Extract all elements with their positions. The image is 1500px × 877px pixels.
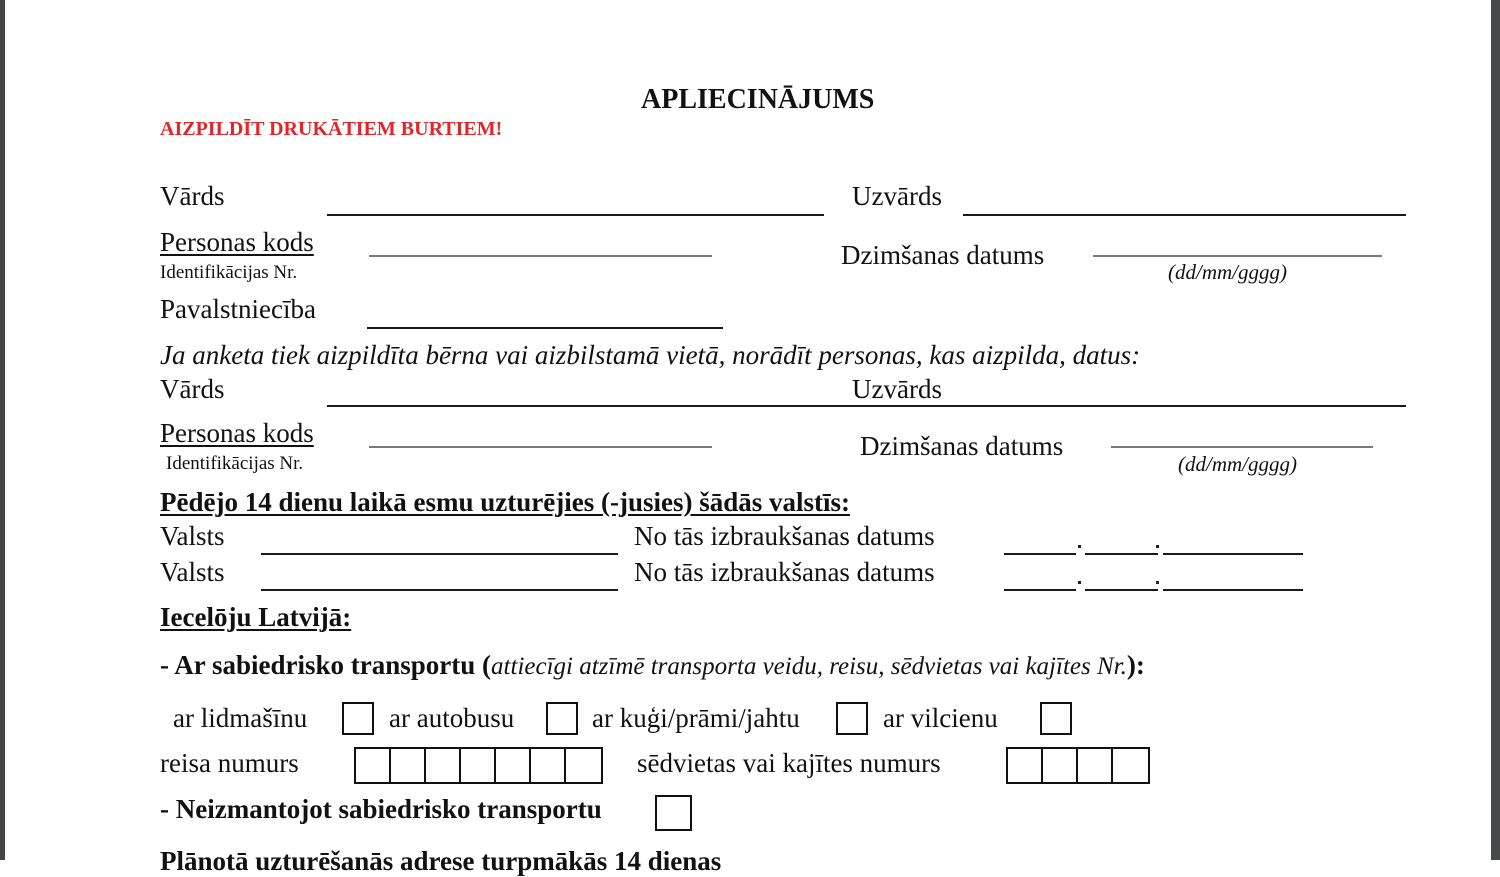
date-separator bbox=[1156, 581, 1159, 584]
departure-day-field-1[interactable] bbox=[1004, 553, 1076, 555]
departure-date-label-2: No tās izbraukšanas datums bbox=[634, 557, 935, 587]
next-section-line-clipped: Plānotā uzturēšanās adrese turpmākās 14 dienas bbox=[160, 846, 722, 876]
trip-number-cell[interactable] bbox=[426, 749, 461, 782]
guardian-note: Ja anketa tiek aizpildīta bērna vai aizbilstamā vietā, norādīt personas, kas aizpilda, datus: bbox=[160, 340, 1141, 370]
date-separator bbox=[1078, 545, 1081, 548]
private-transport-checkbox[interactable] bbox=[655, 795, 692, 831]
guardian-birth-date-field[interactable] bbox=[1111, 446, 1373, 448]
personal-code-label: Personas kods bbox=[160, 227, 314, 257]
birth-date-format-hint: (dd/mm/gggg) bbox=[1168, 260, 1287, 284]
departure-year-field-2[interactable] bbox=[1163, 589, 1303, 591]
first-name-label: Vārds bbox=[160, 181, 225, 211]
country-field-1[interactable] bbox=[261, 553, 618, 555]
citizenship-field[interactable] bbox=[367, 327, 723, 329]
country-label-1: Valsts bbox=[160, 521, 225, 551]
guardian-id-number-label: Identifikācijas Nr. bbox=[166, 453, 304, 474]
private-transport-label: - Neizmantojot sabiedrisko transportu bbox=[160, 794, 602, 824]
paren-open: ( bbox=[482, 650, 492, 680]
personal-code-field[interactable] bbox=[369, 255, 712, 257]
option-bus-label: ar autobusu bbox=[389, 703, 515, 733]
guardian-birth-date-label: Dzimšanas datums bbox=[860, 431, 1064, 461]
departure-day-field-2[interactable] bbox=[1004, 589, 1076, 591]
trip-number-cell[interactable] bbox=[566, 749, 601, 782]
seat-number-cell[interactable] bbox=[1043, 749, 1078, 782]
viewer-scrollbar[interactable] bbox=[1491, 0, 1500, 860]
document-title: APLIECINĀJUMS bbox=[641, 84, 875, 115]
document-page bbox=[5, 0, 1491, 876]
guardian-personal-code-field[interactable] bbox=[369, 446, 712, 448]
trip-number-field[interactable] bbox=[354, 747, 603, 784]
public-transport-hint: attiecīgi atzīmē transporta veidu, reisu, sēdvietas vai kajītes Nr. bbox=[491, 653, 1127, 680]
departure-month-field-1[interactable] bbox=[1085, 553, 1158, 555]
citizenship-label: Pavalstniecība bbox=[160, 294, 316, 324]
seat-number-cell[interactable] bbox=[1008, 749, 1043, 782]
option-plane-checkbox[interactable] bbox=[342, 702, 374, 735]
option-plane-label: ar lidmašīnu bbox=[173, 703, 308, 733]
entry-heading bbox=[160, 602, 351, 633]
date-separator bbox=[1078, 581, 1081, 584]
guardian-personal-code-label: Personas kods bbox=[160, 418, 314, 448]
trip-number-cell[interactable] bbox=[531, 749, 566, 782]
fill-instruction: AIZPILDĪT DRUKĀTIEM BURTIEM! bbox=[160, 118, 503, 140]
guardian-name-field[interactable] bbox=[327, 405, 1406, 407]
last-name-field[interactable] bbox=[963, 214, 1406, 216]
birth-date-field[interactable] bbox=[1093, 255, 1382, 257]
public-transport-label: - Ar sabiedrisko transportu bbox=[160, 650, 476, 680]
country-label-2: Valsts bbox=[160, 557, 225, 587]
first-name-field[interactable] bbox=[327, 214, 824, 216]
id-number-label: Identifikācijas Nr. bbox=[160, 262, 298, 283]
guardian-birth-date-format-hint: (dd/mm/gggg) bbox=[1178, 452, 1297, 476]
trip-number-cell[interactable] bbox=[391, 749, 426, 782]
option-ship-label: ar kuģi/prāmi/jahtu bbox=[592, 703, 800, 733]
travel-history-heading: Pēdējo 14 dienu laikā esmu uzturējies (-jusies) šādās valstīs: bbox=[160, 487, 850, 517]
trip-number-cell[interactable] bbox=[496, 749, 531, 782]
departure-year-field-1[interactable] bbox=[1163, 553, 1303, 555]
seat-number-cell[interactable] bbox=[1113, 749, 1148, 782]
guardian-last-name-label: Uzvārds bbox=[852, 374, 942, 404]
trip-number-cell[interactable] bbox=[356, 749, 391, 782]
date-separator bbox=[1156, 545, 1159, 548]
departure-date-label-1: No tās izbraukšanas datums bbox=[634, 521, 935, 551]
departure-month-field-2[interactable] bbox=[1085, 589, 1158, 591]
seat-number-cell[interactable] bbox=[1078, 749, 1113, 782]
last-name-label: Uzvārds bbox=[852, 181, 942, 211]
seat-number-label: sēdvietas vai kajītes numurs bbox=[637, 748, 941, 778]
trip-number-label: reisa numurs bbox=[160, 748, 299, 778]
option-train-label: ar vilcienu bbox=[883, 703, 998, 733]
option-bus-checkbox[interactable] bbox=[546, 702, 578, 735]
country-field-2[interactable] bbox=[261, 589, 618, 591]
public-transport-line bbox=[160, 650, 1145, 681]
paren-close: ): bbox=[1126, 650, 1145, 680]
birth-date-label: Dzimšanas datums bbox=[841, 240, 1045, 270]
option-train-checkbox[interactable] bbox=[1040, 702, 1072, 735]
entry-heading-text: Iecelōju Latvijā: bbox=[160, 602, 352, 632]
trip-number-cell[interactable] bbox=[461, 749, 496, 782]
option-ship-checkbox[interactable] bbox=[836, 702, 868, 735]
guardian-first-name-label: Vārds bbox=[160, 374, 225, 404]
seat-number-field[interactable] bbox=[1006, 747, 1150, 784]
